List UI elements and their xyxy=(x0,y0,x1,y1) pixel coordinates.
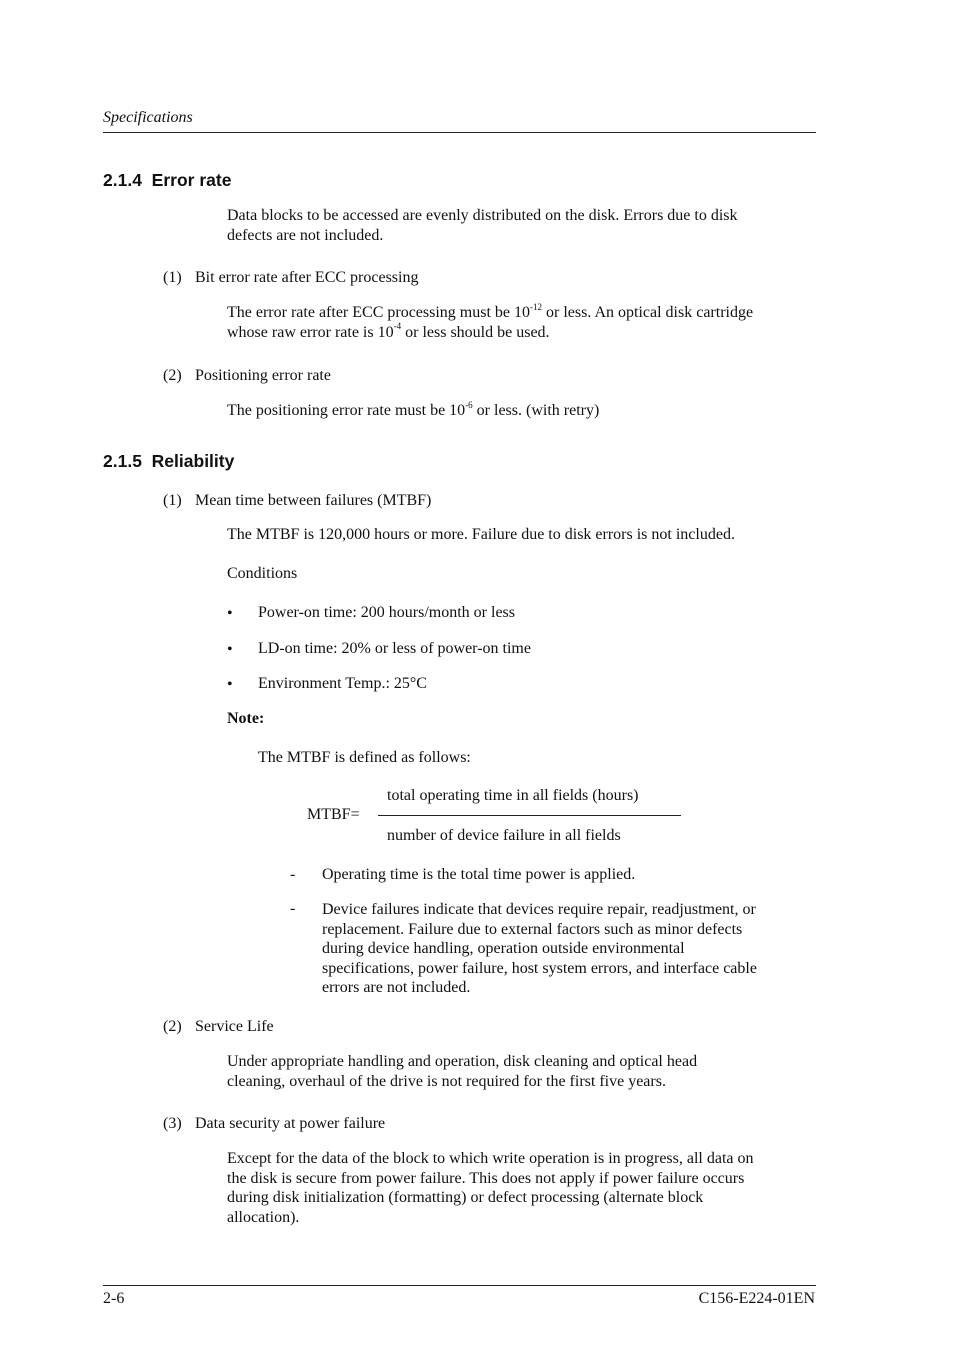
dash-marker: - xyxy=(290,866,296,883)
paragraph-line: the disk is secure from power failure. This does not apply if power failure occurs xyxy=(227,1169,745,1187)
error-rate-intro xyxy=(227,206,738,245)
positioning-error-rate-text xyxy=(227,401,599,421)
condition-item: Environment Temp.: 25°C xyxy=(258,675,427,692)
superscript: -6 xyxy=(465,399,473,410)
item-heading-positioning-error-rate: Positioning error rate xyxy=(195,367,331,384)
data-security-text xyxy=(227,1149,754,1227)
paragraph-line: Under appropriate handling and operation, disk cleaning and optical head xyxy=(227,1053,698,1070)
item-heading-bit-error-rate: Bit error rate after ECC processing xyxy=(195,269,419,286)
formula-denominator: number of device failure in all fields xyxy=(387,827,621,844)
formula-numerator: total operating time in all fields (hours) xyxy=(387,787,639,804)
paragraph-line: Except for the data of the block to which write operation is in progress, all data on xyxy=(227,1150,754,1167)
superscript: -12 xyxy=(530,301,543,312)
dash-marker: - xyxy=(290,900,296,917)
text-span: or less should be used. xyxy=(401,323,550,341)
section-number: 2.1.4 xyxy=(103,170,142,190)
paragraph-line: specifications, power failure, host system errors, and interface cable xyxy=(322,959,757,977)
text-span: whose raw error rate is 10 xyxy=(227,323,394,341)
condition-item: Power-on time: 200 hours/month or less xyxy=(258,604,515,621)
text-span: or less. (with retry) xyxy=(472,402,600,419)
section-heading-2-1-5 xyxy=(103,451,234,472)
paragraph-line: allocation). xyxy=(227,1208,300,1226)
superscript: -4 xyxy=(393,321,402,332)
mtbf-text: The MTBF is 120,000 hours or more. Failure due to disk errors is not included. xyxy=(227,526,735,543)
condition-item: LD-on time: 20% or less of power-on time xyxy=(258,640,531,657)
section-title: Reliability xyxy=(151,451,235,471)
text-span: The error rate after ECC processing must be 10 xyxy=(227,304,531,321)
conditions-label: Conditions xyxy=(227,565,298,582)
paragraph-line: errors are not included. xyxy=(322,979,471,996)
mtbf-definition-intro: The MTBF is defined as follows: xyxy=(258,749,471,766)
section-number: 2.1.5 xyxy=(103,451,142,471)
note-dash-item: Operating time is the total time power is applied. xyxy=(322,866,636,883)
text-span: or less. An optical disk cartridge xyxy=(542,304,754,321)
page-number: 2-6 xyxy=(103,1290,125,1307)
item-heading-service-life: Service Life xyxy=(195,1018,274,1035)
paragraph-line: Device failures indicate that devices require repair, readjustment, or xyxy=(322,901,756,918)
service-life-text xyxy=(227,1052,697,1091)
paragraph-line: Data blocks to be accessed are evenly distributed on the disk. Errors due to disk xyxy=(227,207,738,224)
fraction-bar xyxy=(378,815,681,816)
item-heading-mtbf: Mean time between failures (MTBF) xyxy=(195,492,432,509)
text-span: The positioning error rate must be 10 xyxy=(227,402,466,419)
item-number: (1) xyxy=(163,269,182,286)
paragraph-line: during disk initialization (formatting) or defect processing (alternate block xyxy=(227,1189,704,1206)
bullet-icon: • xyxy=(227,605,233,622)
bit-error-rate-text xyxy=(227,303,753,342)
item-heading-data-security: Data security at power failure xyxy=(195,1115,386,1132)
paragraph-line: cleaning, overhaul of the drive is not required for the first five years. xyxy=(227,1072,666,1090)
document-code: C156-E224-01EN xyxy=(698,1290,815,1307)
bullet-icon: • xyxy=(227,641,233,658)
bullet-icon: • xyxy=(227,676,233,693)
item-number: (3) xyxy=(163,1115,182,1132)
item-number: (2) xyxy=(163,1018,182,1035)
section-heading-2-1-4 xyxy=(103,170,231,191)
section-title: Error rate xyxy=(151,170,232,190)
footer-rule xyxy=(103,1285,816,1286)
header-rule xyxy=(103,132,816,133)
note-label: Note: xyxy=(227,710,265,727)
paragraph-line: during device handling, operation outside environmental xyxy=(322,940,685,957)
paragraph-line: replacement. Failure due to external factors such as minor defects xyxy=(322,920,743,938)
note-dash-item xyxy=(322,900,757,998)
item-number: (2) xyxy=(163,367,182,384)
item-number: (1) xyxy=(163,492,182,509)
running-header: Specifications xyxy=(103,109,193,126)
formula-lhs: MTBF= xyxy=(307,806,360,823)
paragraph-line: defects are not included. xyxy=(227,226,384,244)
